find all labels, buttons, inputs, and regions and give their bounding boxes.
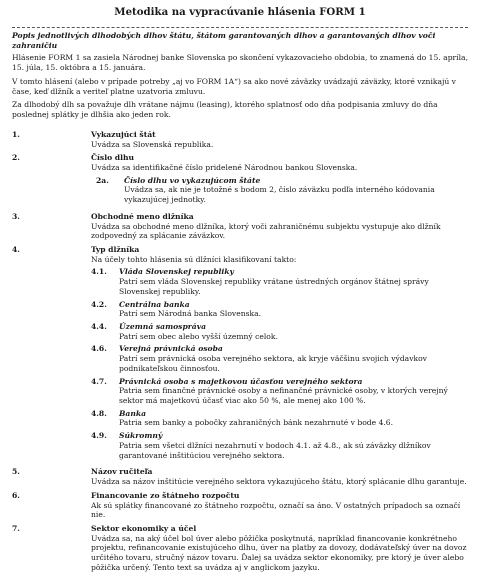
section-title: Sektor ekonomiky a účel [91,523,197,533]
subsection-2a [96,176,468,205]
section-text: Uvádza sa identifikačné číslo pridelené Národnou bankou Slovenska. [91,162,358,172]
intro-paragraph: Hlásenie FORM 1 sa zasiela Národnej banke Slovenska po skončení vykazovacieho obdobia, to znamená do 15. apríla, 15. júla, 15. októbra a 15. januára. [12,53,468,73]
intro-paragraph: V tomto hlásení (alebo v prípade potreby „aj vo FORM 1A“) sa ako nové záväzky uvádzajú záväzky, ktoré vznikajú v čase, keď dlžník a veriteľ platne uzatvoria zmluvu. [12,76,456,96]
subsection-4-8 [91,409,468,428]
title-divider [12,27,468,28]
section-7 [12,524,468,573]
section-number: 3. [12,211,20,221]
subsection-text: Patria sem finančné právnické osoby a nefinančné právnické osoby, v ktorých verejný sektor má majetkovú účasť viac ako 50 %, ale menej ako 100 %. [119,386,448,406]
section-4 [12,245,468,463]
section-text: Uvádza sa obchodné meno dlžníka, ktorý voči zahraničnému subjektu vystupuje ako dlžník zodpovedný za splácanie záväzkov. [91,221,441,241]
section-title: Financovanie zo štátneho rozpočtu [91,490,240,500]
subsection-text: Patria sem všetci dlžníci nezahrnutí v bodoch 4.1. až 4.8., ak sú záväzky dlžníkov garantované inštitúciou verejného sektora. [119,440,431,460]
section-5 [12,467,468,486]
subsection-number: 4.1. [91,267,107,277]
subsection-text: Patria sem banky a pobočky zahraničných bánk nezahrnuté v bode 4.6. [119,418,394,428]
subsection-text: Patrí sem právnická osoba verejného sektora, ak kryje väčšinu svojich výdavkov podnikateľskou činnosťou. [119,354,427,373]
subsection-title: Číslo dlhu vo vykazujúcom štáte [124,175,261,185]
section-title: Obchodné meno dlžníka [91,211,194,221]
subsection-number: 4.7. [91,376,107,386]
section-text: Uvádza sa, na aký účel bol úver alebo pôžička poskytnutá, napríklad financovanie konkrétneho projektu, refinancovanie existujúceho dlhu, úver na platby za dovozy, dodávateľský úver na dovoz určitého tovaru, stručný názov tovaru. Ďalej sa uvádza sektor ekonomiky, pre ktorý je úver alebo pôžička určený. Tento text sa uvádza aj v anglickom jazyku. [91,533,467,572]
subsection-4-4 [91,322,468,341]
section-number: 7. [12,523,20,533]
section-text: Na účely tohto hlásenia sú dlžníci klasifikovaní takto: [91,254,297,264]
subsection-4-1 [91,267,468,296]
subsection-title: Právnická osoba s majetkovou účasťou verejného sektora [119,376,363,386]
subsection-4-2 [91,300,468,319]
subsection-4-7 [91,377,468,406]
subsection-title: Vláda Slovenskej republiky [119,267,234,277]
section-text: Uvádza sa názov inštitúcie verejného sektora vykazujúceho štátu, ktorý splácanie dlhu garantuje. [91,477,467,487]
section-3 [12,212,468,241]
document-title: Metodika na vypracúvanie hlásenia FORM 1 [114,6,366,18]
section-title: Číslo dlhu [91,153,135,163]
section-title: Vykazujúci štát [91,129,156,139]
subsection-number: 4.4. [91,322,107,332]
section-list [12,130,468,573]
section-number: 2. [12,153,20,163]
section-number: 4. [12,244,20,254]
subsection-title: Centrálna banka [119,299,190,309]
section-text: Uvádza sa Slovenská republika. [91,139,214,149]
subsection-4-9 [91,431,468,460]
section-6 [12,491,468,520]
subsection-4-6 [91,344,468,373]
subsection-title: Verejná právnická osoba [119,344,223,354]
subsection-title: Súkromný [119,431,163,441]
subsection-number: 4.6. [91,344,107,354]
document-subtitle: Popis jednotlivých dlhodobých dlhov štátu, štátom garantovaných dlhov a garantovaných dlhov voči zahraničiu [12,31,436,50]
subsection-text: Uvádza sa, ak nie je totožné s bodom 2, číslo záväzku podľa interného kódovania vykazujúcej jednotky. [124,185,435,205]
section-number: 6. [12,490,20,500]
subsection-text: Patrí sem vláda Slovenskej republiky vrátane ústredných orgánov štátnej správy Slovenskej republiky. [119,277,429,296]
subsection-text: Patrí sem Národná banka Slovenska. [119,309,262,319]
section-title: Typ dlžníka [91,244,140,254]
subsection-number: 2a. [96,175,109,185]
subsection-title: Územná samospráva [119,322,207,332]
subsection-text: Patrí sem obec alebo vyšší územný celok. [119,331,278,341]
section-1 [12,130,468,149]
section-number: 1. [12,129,20,139]
subsection-number: 4.8. [91,408,107,418]
subsection-title: Banka [119,408,147,418]
subsection-number: 4.2. [91,299,107,309]
section-title: Názov ručiteľa [91,467,153,477]
section-2 [12,153,468,208]
subsection-number: 4.9. [91,431,107,441]
section-text: Ak sú splátky financované zo štátneho rozpočtu, označí sa áno. V ostatných prípadoch sa označí nie. [91,500,461,520]
intro-paragraph: Za dlhodobý dlh sa považuje dlh vrátane nájmu (leasing), ktorého splatnosť odo dňa podpisania zmluvy do dňa poslednej splátky je dlhšia ako jeden rok. [12,100,438,120]
section-number: 5. [12,467,20,477]
